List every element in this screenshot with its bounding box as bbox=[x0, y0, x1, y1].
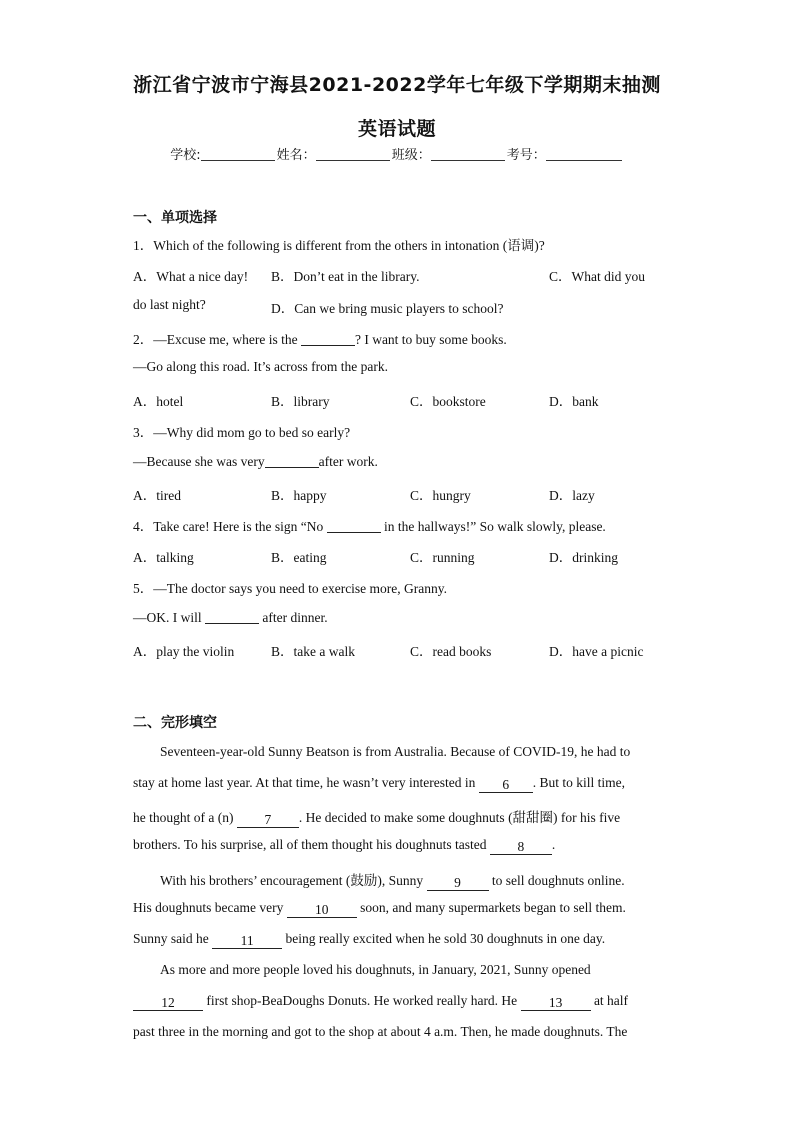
blank-6: 6 bbox=[479, 777, 533, 793]
p1-l4-post: . bbox=[551, 837, 556, 852]
p2-l3-pre: Sunny said he bbox=[133, 931, 213, 946]
passage-p2-line1 bbox=[160, 869, 690, 891]
q5-option-a: A．play the violin bbox=[133, 644, 235, 659]
q4-stem bbox=[133, 515, 606, 535]
q1-option-d: D．Can we bring music players to school? bbox=[271, 301, 504, 316]
passage-p2-line3 bbox=[133, 931, 663, 949]
q2-stem bbox=[133, 328, 507, 348]
blank-10: 10 bbox=[287, 902, 357, 918]
q5-option-c: C．read books bbox=[410, 644, 492, 659]
q2-option-c: C．bookstore bbox=[410, 394, 486, 409]
passage-p3-line1: As more and more people loved his doughnuts, in January, 2021, Sunny opened bbox=[160, 962, 591, 977]
q2-option-a: A．hotel bbox=[133, 394, 184, 409]
q4-option-b: B．eating bbox=[271, 550, 327, 565]
q2-blank bbox=[301, 330, 355, 346]
exam-title-line2: 英语试题 bbox=[357, 118, 436, 140]
q3-option-a: A．tired bbox=[133, 488, 181, 503]
p2-l2-pre: His doughnuts became very bbox=[133, 900, 287, 915]
q5-line2-post: after dinner. bbox=[259, 610, 328, 625]
student-info-fields bbox=[0, 144, 794, 163]
passage-p1-line3 bbox=[133, 806, 663, 828]
q5-line2 bbox=[133, 608, 328, 626]
passage-p3-line3: past three in the morning and got to the shop at about 4 a.m. Then, he made doughnuts. The bbox=[133, 1024, 628, 1039]
q2-stem-pre: 2．—Excuse me, where is the bbox=[133, 332, 301, 347]
blank-12: 12 bbox=[133, 995, 203, 1011]
q3-stem: 3．—Why did mom go to bed so early? bbox=[133, 425, 351, 440]
q4-option-a: A．talking bbox=[133, 550, 194, 565]
q5-option-d: D．have a picnic bbox=[549, 644, 644, 659]
q1-stem: 1．Which of the following is different from the others in intonation (语调)? bbox=[133, 238, 545, 253]
passage-p1-line1: Seventeen-year-old Sunny Beatson is from Australia. Because of COVID-19, he had to bbox=[160, 744, 631, 759]
p1-l3-post: . He decided to make some doughnuts (甜甜圈) for his five bbox=[298, 810, 621, 825]
q3-line2 bbox=[133, 452, 378, 470]
q1-option-c-cont: do last night? bbox=[133, 297, 206, 312]
p1-l2-post: . But to kill time, bbox=[532, 775, 626, 790]
q3-option-c: C．hungry bbox=[410, 488, 471, 503]
p2-l3-post: being really excited when he sold 30 doughnuts in one day. bbox=[282, 931, 606, 946]
school-blank[interactable] bbox=[201, 147, 275, 161]
blank-11: 11 bbox=[212, 933, 282, 949]
passage-p2-line2 bbox=[133, 900, 663, 918]
q4-stem-post: in the hallways!” So walk slowly, please. bbox=[380, 519, 606, 534]
name-label: 姓名： bbox=[276, 148, 316, 163]
section1-heading: 一、单项选择 bbox=[133, 210, 217, 226]
q3-option-d: D．lazy bbox=[549, 488, 595, 503]
class-label: 班级： bbox=[391, 148, 431, 163]
q2-line2: —Go along this road. It’s across from the park. bbox=[133, 359, 388, 374]
passage-p3-line2 bbox=[133, 993, 663, 1011]
q4-option-d: D．drinking bbox=[549, 550, 618, 565]
q3-option-b: B．happy bbox=[271, 488, 327, 503]
number-blank[interactable] bbox=[546, 147, 622, 161]
q1-option-c: C．What did you bbox=[549, 269, 645, 284]
q2-stem-post: ? I want to buy some books. bbox=[354, 332, 507, 347]
q4-stem-pre: 4．Take care! Here is the sign “No bbox=[133, 519, 327, 534]
section2-heading: 二、完形填空 bbox=[133, 715, 217, 731]
q1-option-b: B．Don’t eat in the library. bbox=[271, 269, 420, 284]
q5-stem: 5．—The doctor says you need to exercise more, Granny. bbox=[133, 581, 448, 596]
blank-9: 9 bbox=[427, 875, 489, 891]
q5-blank bbox=[205, 608, 259, 624]
q3-blank bbox=[265, 452, 319, 468]
p1-l3-pre: he thought of a (n) bbox=[133, 810, 237, 825]
school-label: 学校: bbox=[170, 148, 201, 163]
p3-l2-post: at half bbox=[590, 993, 629, 1008]
p1-l2-pre: stay at home last year. At that time, he wasn’t very interested in bbox=[133, 775, 479, 790]
q4-blank bbox=[327, 517, 381, 533]
blank-13: 13 bbox=[521, 995, 591, 1011]
q1-option-a: A．What a nice day! bbox=[133, 269, 249, 284]
p2-l1-pre: With his brothers’ encouragement (鼓励), Sunny bbox=[160, 873, 427, 888]
q4-option-c: C．running bbox=[410, 550, 475, 565]
p2-l2-post: soon, and many supermarkets began to sell them. bbox=[356, 900, 626, 915]
exam-title-line1: 浙江省宁波市宁海县2021-2022学年七年级下学期期末抽测 bbox=[133, 74, 661, 96]
q2-option-d: D．bank bbox=[549, 394, 599, 409]
number-label: 考号： bbox=[506, 148, 546, 163]
class-blank[interactable] bbox=[431, 147, 505, 161]
passage-p1-line4 bbox=[133, 837, 663, 855]
q3-line2-pre: —Because she was very bbox=[133, 454, 265, 469]
q5-option-b: B．take a walk bbox=[271, 644, 355, 659]
p3-l2-mid: first shop-BeaDoughs Donuts. He worked really hard. He bbox=[203, 993, 521, 1008]
q3-line2-post: after work. bbox=[318, 454, 378, 469]
passage-p1-line2 bbox=[133, 775, 663, 793]
p1-l4-pre: brothers. To his surprise, all of them thought his doughnuts tasted bbox=[133, 837, 490, 852]
blank-8: 8 bbox=[490, 839, 552, 855]
q2-option-b: B．library bbox=[271, 394, 330, 409]
p2-l1-post: to sell doughnuts online. bbox=[488, 873, 625, 888]
q5-line2-pre: —OK. I will bbox=[133, 610, 205, 625]
blank-7: 7 bbox=[237, 812, 299, 828]
name-blank[interactable] bbox=[316, 147, 390, 161]
